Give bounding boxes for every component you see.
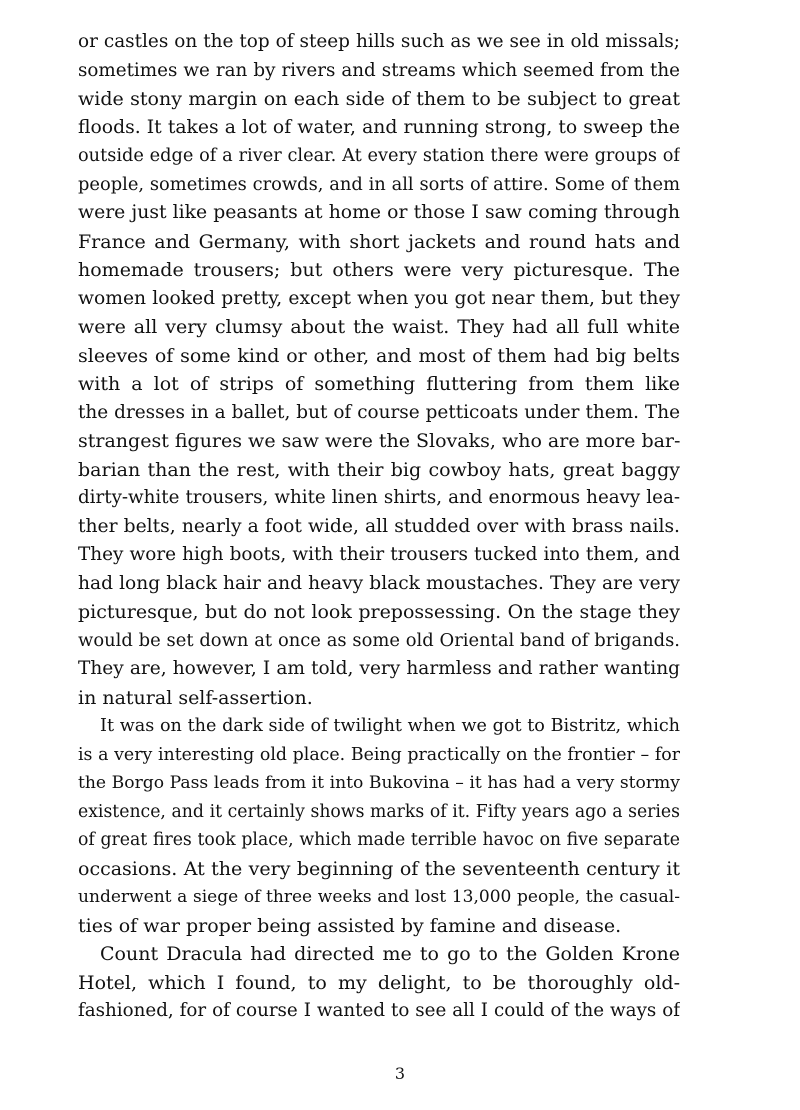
text-line: fashioned, for of course I wanted to see all I could of the ways of — [78, 1000, 680, 1021]
text-line: They are, however, I am told, very harmless and rather wanting — [78, 658, 680, 679]
text-line: France and Germany, with short jackets and round hats and — [78, 230, 680, 253]
text-line: ties of war proper being assisted by famine and disease. — [78, 914, 622, 937]
text-line: or castles on the top of steep hills such as we see in old missals; — [78, 31, 680, 52]
text-line: Hotel, which I found, to my delight, to be thoroughly old- — [78, 971, 680, 994]
text-line: wide stony margin on each side of them to be subject to great — [78, 88, 680, 110]
text-line: the dresses in a ballet, but of course petticoats under them. The — [78, 401, 680, 423]
text-line: underwent a siege of three weeks and lost 13,000 people, the casual- — [78, 887, 680, 907]
text-line: dirty-white trousers, white linen shirts, and enormous heavy lea- — [78, 487, 680, 508]
text-line: They wore high boots, with their trousers tucked into them, and — [78, 544, 680, 565]
text-line: people, sometimes crowds, and in all sorts of attire. Some of them — [78, 173, 680, 195]
text-line: of great fires took place, which made terrible havoc on five separate — [78, 830, 680, 850]
text-line: floods. It takes a lot of water, and running strong, to sweep the — [78, 116, 680, 138]
text-line: outside edge of a river clear. At every station there were groups of — [78, 146, 680, 166]
page-number: 3 — [394, 1064, 406, 1083]
text-line: women looked pretty, except when you got near them, but they — [78, 287, 680, 309]
text-line: homemade trousers; but others were very picturesque. The — [78, 259, 680, 281]
text-line: had long black hair and heavy black moustaches. They are very — [78, 572, 680, 594]
text-line: in natural self-assertion. — [78, 686, 313, 709]
paragraph-first-line: Count Dracula had directed me to go to the Golden Krone — [100, 943, 680, 965]
text-line: sometimes we ran by rivers and streams which seemed from the — [78, 59, 680, 81]
text-line: existence, and it certainly shows marks of it. Fifty years ago a series — [78, 801, 680, 822]
text-line: were just like peasants at home or those I saw coming through — [78, 202, 680, 223]
text-line: ther belts, nearly a foot wide, all studded over with brass nails. — [78, 515, 680, 537]
text-line: would be set down at once as some old Oriental band of brigands. — [78, 629, 680, 651]
text-line: with a lot of strips of something fluttering from them like — [78, 373, 680, 395]
text-line: occasions. At the very beginning of the seventeenth century it — [78, 857, 680, 880]
body-text — [78, 28, 680, 1026]
text-line: is a very interesting old place. Being practically on the frontier – for — [78, 744, 680, 765]
text-line: strangest figures we saw were the Slovaks, who are more bar- — [78, 430, 680, 452]
text-line: the Borgo Pass leads from it into Bukovina – it has had a very stormy — [78, 773, 680, 793]
text-line: barian than the rest, with their big cowboy hats, great baggy — [78, 458, 680, 481]
text-line: were all very clumsy about the waist. They had all full white — [78, 316, 680, 338]
text-line: sleeves of some kind or other, and most of them had big belts — [78, 344, 680, 367]
paragraph-first-line: It was on the dark side of twilight when we got to Bistritz, which — [100, 716, 680, 736]
text-line: picturesque, but do not look prepossessing. On the stage they — [78, 601, 680, 623]
